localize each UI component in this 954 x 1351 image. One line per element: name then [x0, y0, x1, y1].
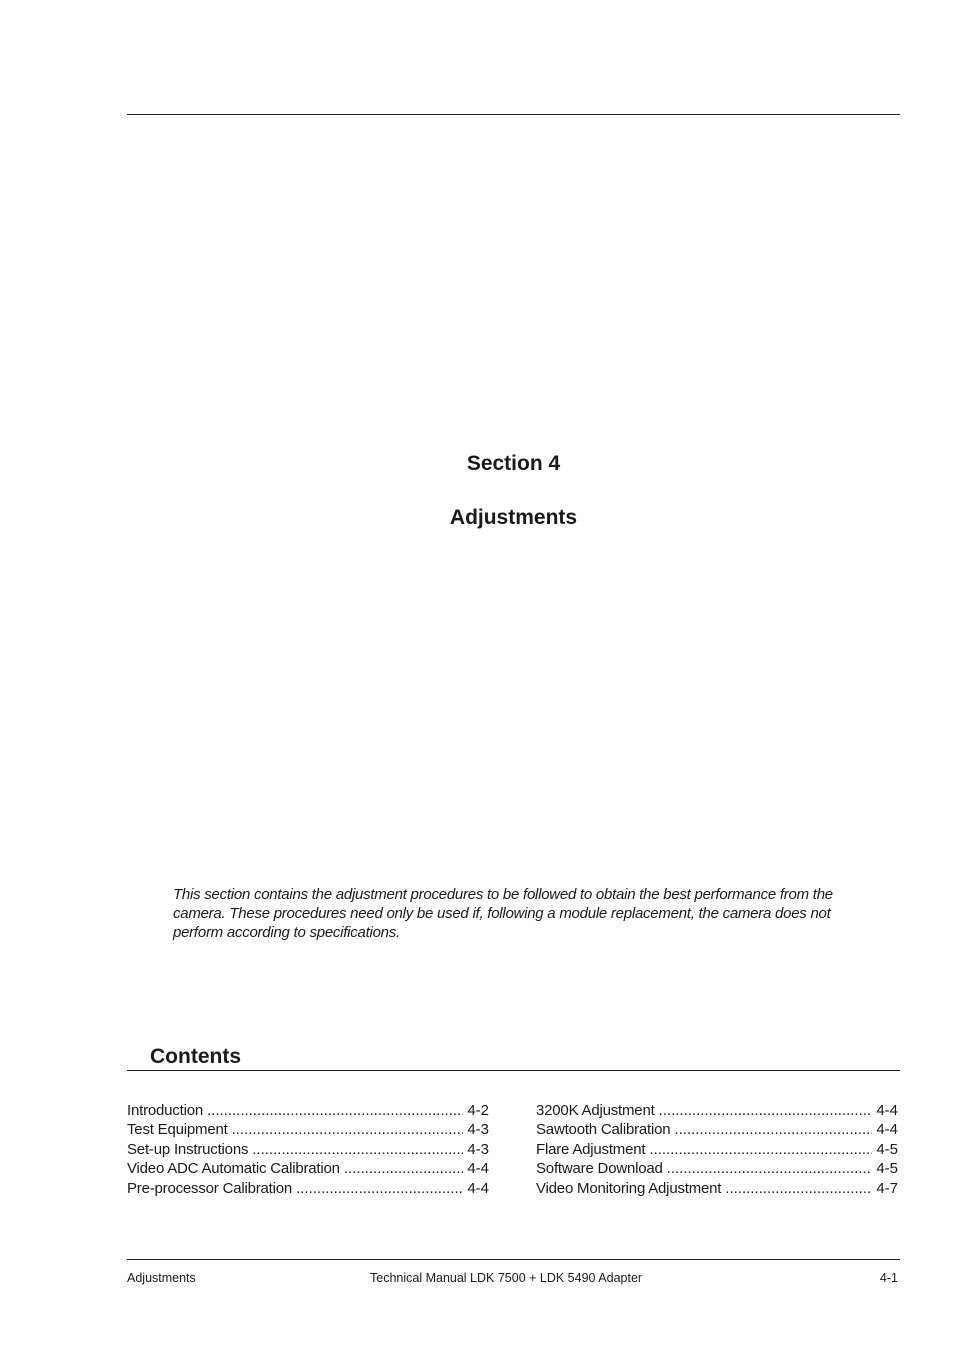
toc-leader-dots — [659, 1101, 873, 1120]
toc-entry-page: 4-5 — [876, 1140, 898, 1158]
contents-heading: Contents — [150, 1045, 241, 1068]
toc-entry-page: 4-3 — [467, 1140, 489, 1158]
toc-entry-page: 4-4 — [876, 1121, 898, 1139]
toc-entry-page: 4-2 — [467, 1102, 489, 1119]
toc-leader-dots — [674, 1120, 872, 1139]
toc-leader-dots — [252, 1140, 463, 1159]
toc-entry-page: 4-7 — [876, 1179, 898, 1197]
toc-leader-dots — [296, 1179, 463, 1198]
toc-entry-label: Video ADC Automatic Calibration — [127, 1160, 340, 1178]
toc-entry-video-monitoring-adjustment[interactable] — [536, 1179, 898, 1198]
toc-entry-page: 4-4 — [467, 1160, 489, 1178]
toc-entry-introduction[interactable] — [127, 1101, 489, 1120]
toc-leader-dots — [344, 1159, 464, 1178]
toc-entry-sawtooth-calibration[interactable] — [536, 1120, 898, 1139]
toc-entry-label: Flare Adjustment — [536, 1140, 646, 1158]
toc-entry-video-adc-calibration[interactable] — [127, 1159, 489, 1178]
toc-entry-label: Introduction — [127, 1102, 203, 1119]
contents-rule — [127, 1070, 900, 1071]
toc-leader-dots — [649, 1140, 872, 1159]
footer-manual-title: Technical Manual LDK 7500 + LDK 5490 Adapter — [370, 1271, 643, 1285]
section-number: Section 4 — [466, 452, 561, 475]
toc-entry-label: Pre-processor Calibration — [127, 1179, 293, 1197]
toc-entry-software-download[interactable] — [536, 1159, 898, 1178]
toc-entry-3200k-adjustment[interactable] — [536, 1101, 898, 1120]
toc-entry-page: 4-4 — [467, 1179, 489, 1197]
header-rule — [127, 114, 900, 115]
footer-page-number: 4-1 — [879, 1271, 898, 1285]
footer-section-name: Adjustments — [127, 1271, 196, 1285]
toc-entry-label: Software Download — [536, 1160, 663, 1178]
toc-leader-dots — [232, 1120, 464, 1139]
toc-left-column — [127, 1101, 489, 1198]
toc-entry-label: 3200K Adjustment — [536, 1102, 655, 1119]
toc-entry-test-equipment[interactable] — [127, 1120, 489, 1139]
section-title: Adjustments — [449, 506, 578, 529]
footer-rule — [127, 1259, 900, 1260]
toc-entry-label: Video Monitoring Adjustment — [536, 1179, 722, 1197]
toc-entry-label: Sawtooth Calibration — [536, 1121, 671, 1139]
toc-entry-page: 4-3 — [467, 1121, 489, 1139]
toc-entry-label: Set-up Instructions — [127, 1140, 249, 1158]
toc-entry-set-up-instructions[interactable] — [127, 1140, 489, 1159]
section-intro-text: This section contains the adjustment procedures to be followed to obtain the best performance from the camera. These procedures need only be used if, following a module replacement, the camera does not perform according to specifications. — [173, 886, 833, 942]
toc-entry-flare-adjustment[interactable] — [536, 1140, 898, 1159]
toc-entry-label: Test Equipment — [127, 1121, 228, 1139]
toc-leader-dots — [725, 1179, 872, 1198]
toc-leader-dots — [207, 1101, 463, 1120]
toc-entry-page: 4-4 — [876, 1102, 898, 1119]
toc-entry-page: 4-5 — [876, 1160, 898, 1178]
toc-leader-dots — [667, 1159, 873, 1178]
toc-entry-pre-processor-calibration[interactable] — [127, 1179, 489, 1198]
toc-right-column — [536, 1101, 898, 1198]
